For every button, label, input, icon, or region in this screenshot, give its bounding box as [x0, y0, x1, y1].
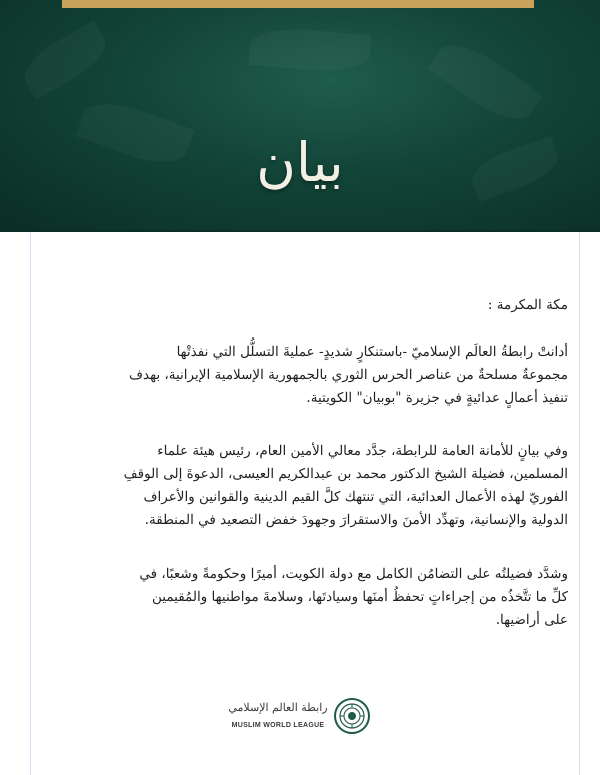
seal-icon	[334, 698, 370, 734]
paragraph-line: أدانتْ رابطةُ العالَم الإسلاميّ -باستنكارٍ شديدٍ- عمليةَ التسلُّل التي نفذتْها	[176, 344, 568, 360]
logo-arabic-text: رابطة العالم الإسلامي	[228, 701, 328, 714]
paragraph-3	[32, 563, 568, 632]
location-line: مكة المكرمة :	[487, 297, 568, 313]
paragraph-line: على أراضيها.	[495, 612, 568, 628]
decorative-leaf	[16, 20, 114, 100]
paragraph-1	[32, 341, 568, 410]
statement-title: بيان	[256, 131, 344, 194]
paragraph-line: الدولية والإنسانية، وتهدِّد الأمنَ والاستقرارَ وجهودَ خفض التصعيد في المنطقة.	[144, 512, 568, 528]
paragraph-line: الفوريّ لهذه الأعمال العدائية، التي تنتهك كلَّ القيم الدينية والقوانين والأعراف	[143, 489, 568, 505]
paragraph-line: وشدَّد فضيلتُه على التضامُن الكامل مع دولة الكويت، أميرًا وحكومةً وشعبًا، في	[139, 566, 568, 582]
paragraph-line: وفي بيانٍ للأمانة العامة للرابطة، جدَّد معالي الأمين العام، رئيس هيئة علماء	[157, 443, 568, 459]
decorative-leaf	[427, 32, 542, 131]
paragraph-2	[32, 440, 568, 532]
muslim-world-league-logo	[226, 698, 374, 742]
paragraph-line: تنفيذ أعمالٍ عدائيةٍ في جزيرة "بوبيان" الكويتية.	[306, 390, 568, 406]
paragraph-line: كلِّ ما تتَّخذُه من إجراءاتٍ تحفظُ أمنَها وسيادتَها، وسلامةَ مواطنيها والمُقيمين	[152, 589, 568, 605]
paragraph-line: المسلمين، فضيلة الشيخ الدكتور محمد بن عبدالكريم العيسى، الدعوةَ إلى الوقفِ	[123, 466, 568, 482]
paragraph-line: مجموعةٌ مسلحةٌ من عناصر الحرس الثوري بالجمهورية الإسلامية الإيرانية، بهدف	[129, 367, 568, 383]
decorative-leaf	[248, 25, 371, 75]
header-banner	[0, 0, 600, 230]
gold-accent-bar	[62, 0, 534, 8]
logo-english-text: MUSLIM WORLD LEAGUE	[231, 722, 325, 729]
